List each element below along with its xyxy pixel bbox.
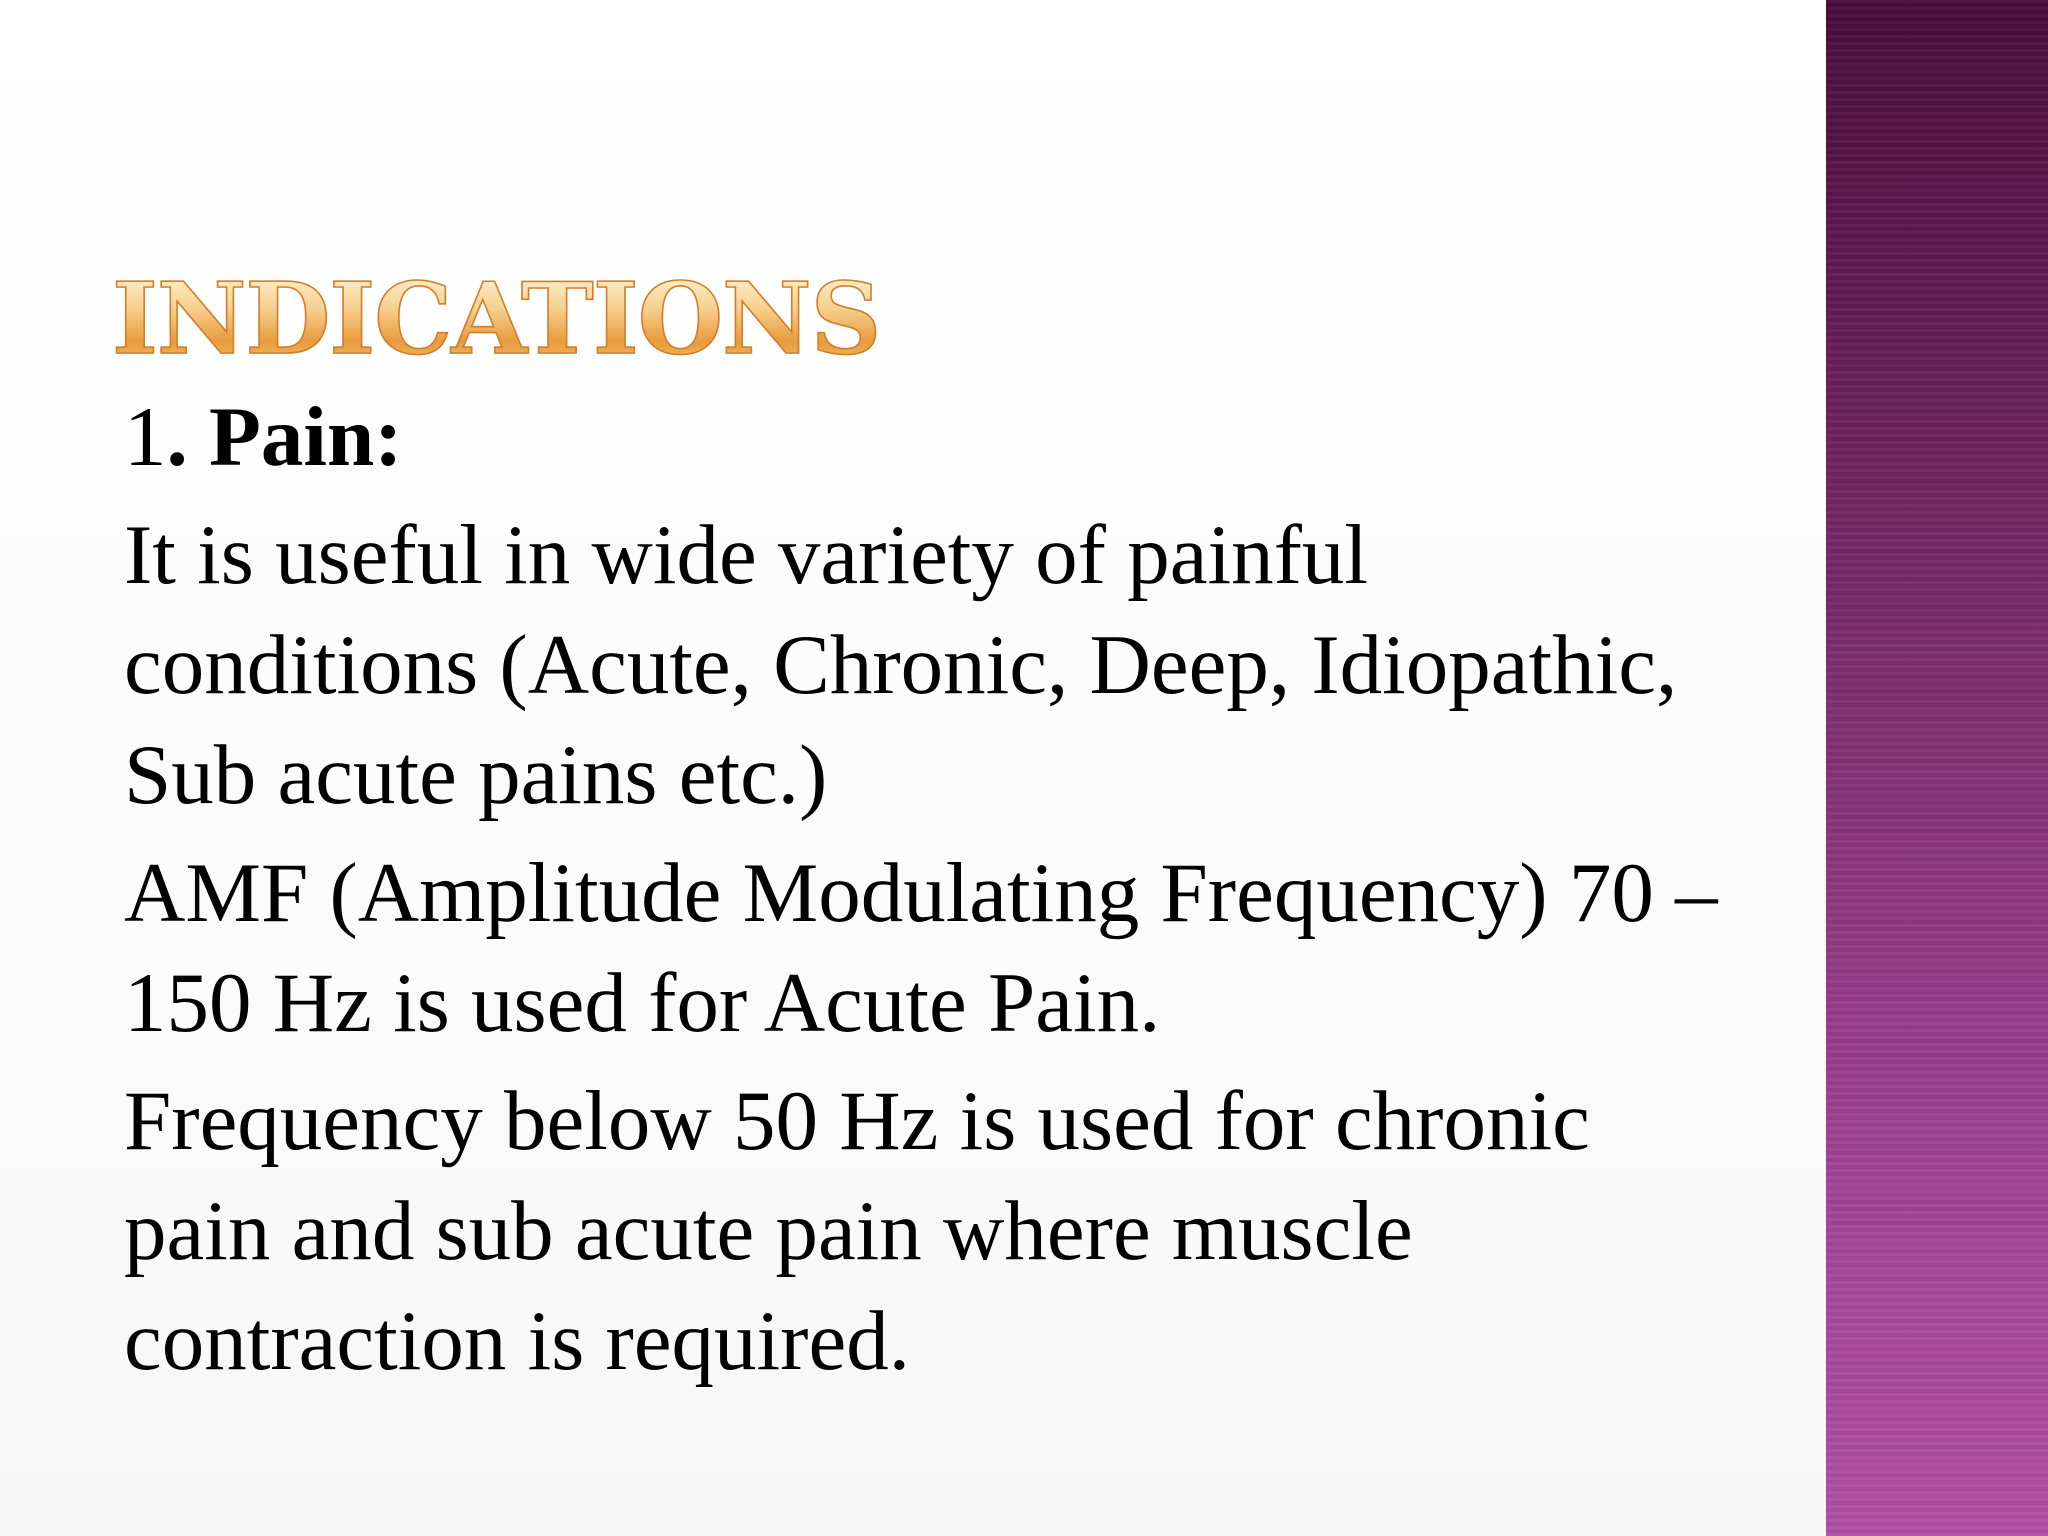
slide-title: INDICATIONS bbox=[112, 261, 881, 377]
paragraph-pain-usage: It is useful in wide variety of painful conditions (Acute, Chronic, Deep, Idiopathic, Sub acute pains etc.) bbox=[124, 508, 1678, 822]
section-heading bbox=[124, 382, 1724, 492]
paragraph-chronic: Frequency below 50 Hz is used for chronic pain and sub acute pain where muscle contraction is required. bbox=[124, 1074, 1590, 1388]
section-number: 1 bbox=[124, 390, 167, 484]
paragraph-amf-acute: AMF (Amplitude Modulating Frequency) 70 – 150 Hz is used for Acute Pain. bbox=[124, 846, 1718, 1050]
slide-body bbox=[124, 382, 1724, 1404]
decorative-side-band bbox=[1826, 0, 2048, 1536]
section-label: . Pain: bbox=[166, 390, 403, 484]
